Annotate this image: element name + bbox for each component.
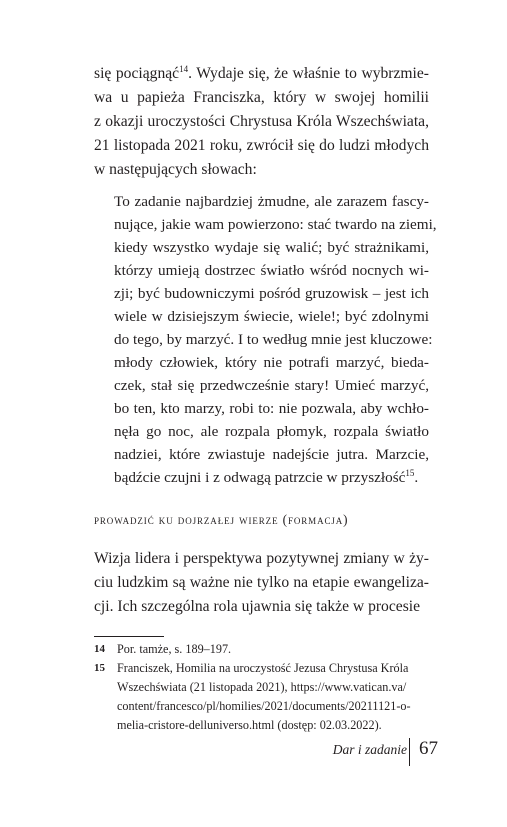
footnote-15-line-4: melia-cristore-delluniverso.html (dostęp: 02.03.2022). (117, 718, 382, 732)
quote-line-7: do tego, by marzyć. I to według mnie jest kluczowe: (114, 331, 433, 348)
quote-line-5: zji; być budowniczymi pośród gruzowisk – jest ich (114, 285, 429, 302)
section-line-3: cji. Ich szczególna rola ujawnia się także w procesie (94, 598, 421, 615)
page-number: 67 (419, 738, 438, 759)
intro-line-5: w następujących słowach: (94, 161, 257, 178)
quote-line-3: kiedy wszystko wydaje się walić; być strażnikami, (114, 239, 429, 256)
section-line-2: ciu ludzkim są ważne nie tylko na etapie ewangeliza- (94, 574, 429, 591)
quote-line-6: wiele w dzisiejszym świecie, wiele!; być zdolnymi (114, 308, 429, 325)
footnote-14-text: Por. tamże, s. 189–197. (117, 642, 232, 656)
footnote-ref-15[interactable]: 15 (405, 467, 415, 478)
footnote-15-line-2: Wszechświata (21 listopada 2021), https://www.vatican.va/ (117, 680, 407, 694)
footer-divider (409, 738, 410, 766)
intro-line-3: z okazji uroczystości Chrystusa Króla Wszechświata, (94, 113, 429, 130)
quote-line-13 (114, 466, 429, 489)
quote-line-8: młody człowiek, który nie potrafi marzyć, bieda- (114, 354, 429, 371)
section-line-1: Wizja lidera i perspektywa pozytywnej zmiany w ży- (94, 550, 429, 567)
quote-line-1: To zadanie najbardziej żmudne, ale zarazem fascy- (114, 193, 429, 210)
footnote-15-number: 15 (94, 662, 105, 674)
footnote-rule (94, 636, 164, 637)
quote-line-4: którzy umieją dostrzec światło wśród nocnych wi- (114, 262, 429, 279)
intro-line-4: 21 listopada 2021 roku, zwrócił się do ludzi młodych (94, 137, 429, 154)
footnote-14-number: 14 (94, 643, 105, 655)
intro-line-1-end: . Wydaje się, że właśnie to wybrzmie- (188, 65, 429, 82)
quote-line-9: czek, stał się przedwcześnie stary! Umieć marzyć, (114, 377, 429, 394)
intro-line-2: wa u papieża Franciszka, który w swojej homilii (94, 89, 429, 106)
quote-line-11: nęła go noc, ale rozpala płomyk, rozpala światło (114, 423, 429, 440)
footnote-15-link[interactable]: content/francesco/pl/homilies/2021/documents/20211121-o- (117, 699, 411, 713)
intro-line-1-start: się pociągnąć (94, 65, 180, 82)
intro-line-1 (94, 62, 429, 85)
quote-line-10: bo ten, kto marzy, robi to: nie pozwala, aby wchło- (114, 400, 429, 417)
section-heading: prowadzić ku dojrzałej wierze (formacja) (94, 512, 349, 527)
quote-end-punct: . (414, 469, 419, 486)
footnote-15-line-1: Franciszek, Homilia na uroczystość Jezusa Chrystusa Króla (117, 661, 409, 675)
running-footer-title: Dar i zadanie (332, 742, 407, 757)
quote-line-2: nujące, jakie wam powierzono: stać twardo na ziemi, (114, 216, 437, 233)
quote-line-13-text: bądźcie czujni i z odwagą patrzcie w przyszłość (114, 469, 406, 486)
quote-line-12: nadziei, które zwiastuje nadejście jutra. Marzcie, (114, 446, 429, 463)
footnote-ref-14[interactable]: 14 (179, 63, 189, 74)
